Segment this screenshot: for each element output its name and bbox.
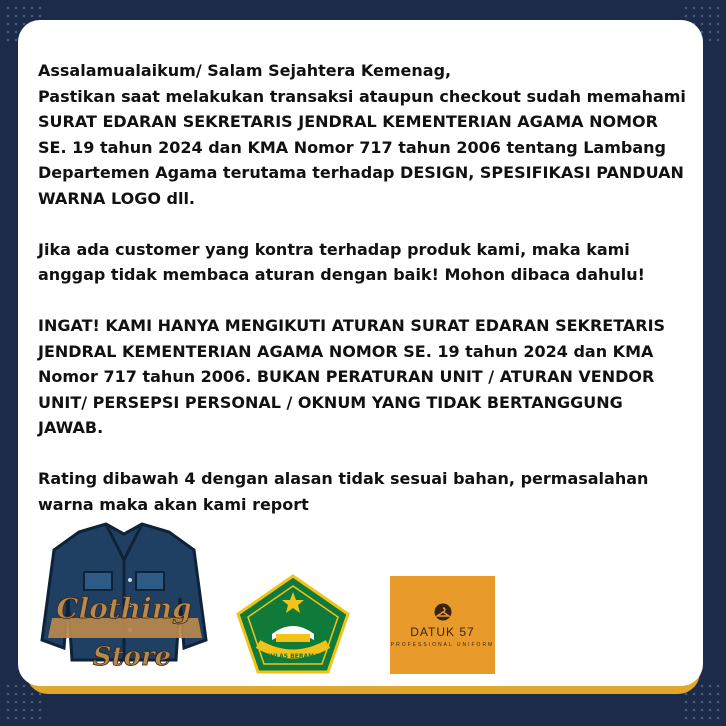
clothing-logo-line1: Clothing: [56, 592, 192, 625]
notice-paragraph-4: Rating dibawah 4 dengan alasan tidak sesuai bahan, permasalahan warna maka akan kami report: [38, 469, 649, 514]
denim-jacket-icon: [34, 520, 214, 670]
clothing-store-logo: [34, 520, 214, 670]
datuk-57-logo: [390, 576, 495, 674]
kemenag-motto: IKHLAS BERAMAL: [263, 653, 323, 660]
notice-paragraph-3: INGAT! KAMI HANYA MENGIKUTI ATURAN SURAT EDARAN SEKRETARIS JENDRAL KEMENTERIAN AGAMA NOMOR SE. 19 tahun 2024 dan KMA Nomor 717 tahun 2006. BUKAN PERATURAN UNIT / ATURAN VENDOR UNIT/ PERSEPSI PERSONAL / OKNUM YANG TIDAK BERTANGGUNG JAWAB.: [38, 316, 666, 437]
datuk-name: DATUK 57: [410, 624, 475, 639]
clothing-logo-line2: Store: [92, 642, 172, 670]
notice-text: [38, 58, 688, 543]
notice-paragraph-2: Jika ada customer yang kontra terhadap produk kami, maka kami anggap tidak membaca aturan dengan baik! Mohon dibaca dahulu!: [38, 239, 645, 284]
kemenag-logo: [236, 574, 350, 674]
hanger-icon: [432, 603, 454, 621]
kemenag-emblem: [236, 574, 350, 674]
datuk-tagline: PROFESSIONAL UNIFORM: [390, 641, 495, 648]
notice-paragraph-1: Assalamualaikum/ Salam Sejahtera Kemenag, Pastikan saat melakukan transaksi ataupun checkout sudah memahami SURAT EDARAN SEKRETARIS JENDRAL KEMENTERIAN AGAMA NOMOR SE. 19 tahun 2024 dan KMA Nomor 717 tahun 2006 tentang Lambang Departemen Agama terutama terhadap DESIGN, SPESIFIKASI PANDUAN WARNA LOGO dll.: [38, 61, 686, 208]
